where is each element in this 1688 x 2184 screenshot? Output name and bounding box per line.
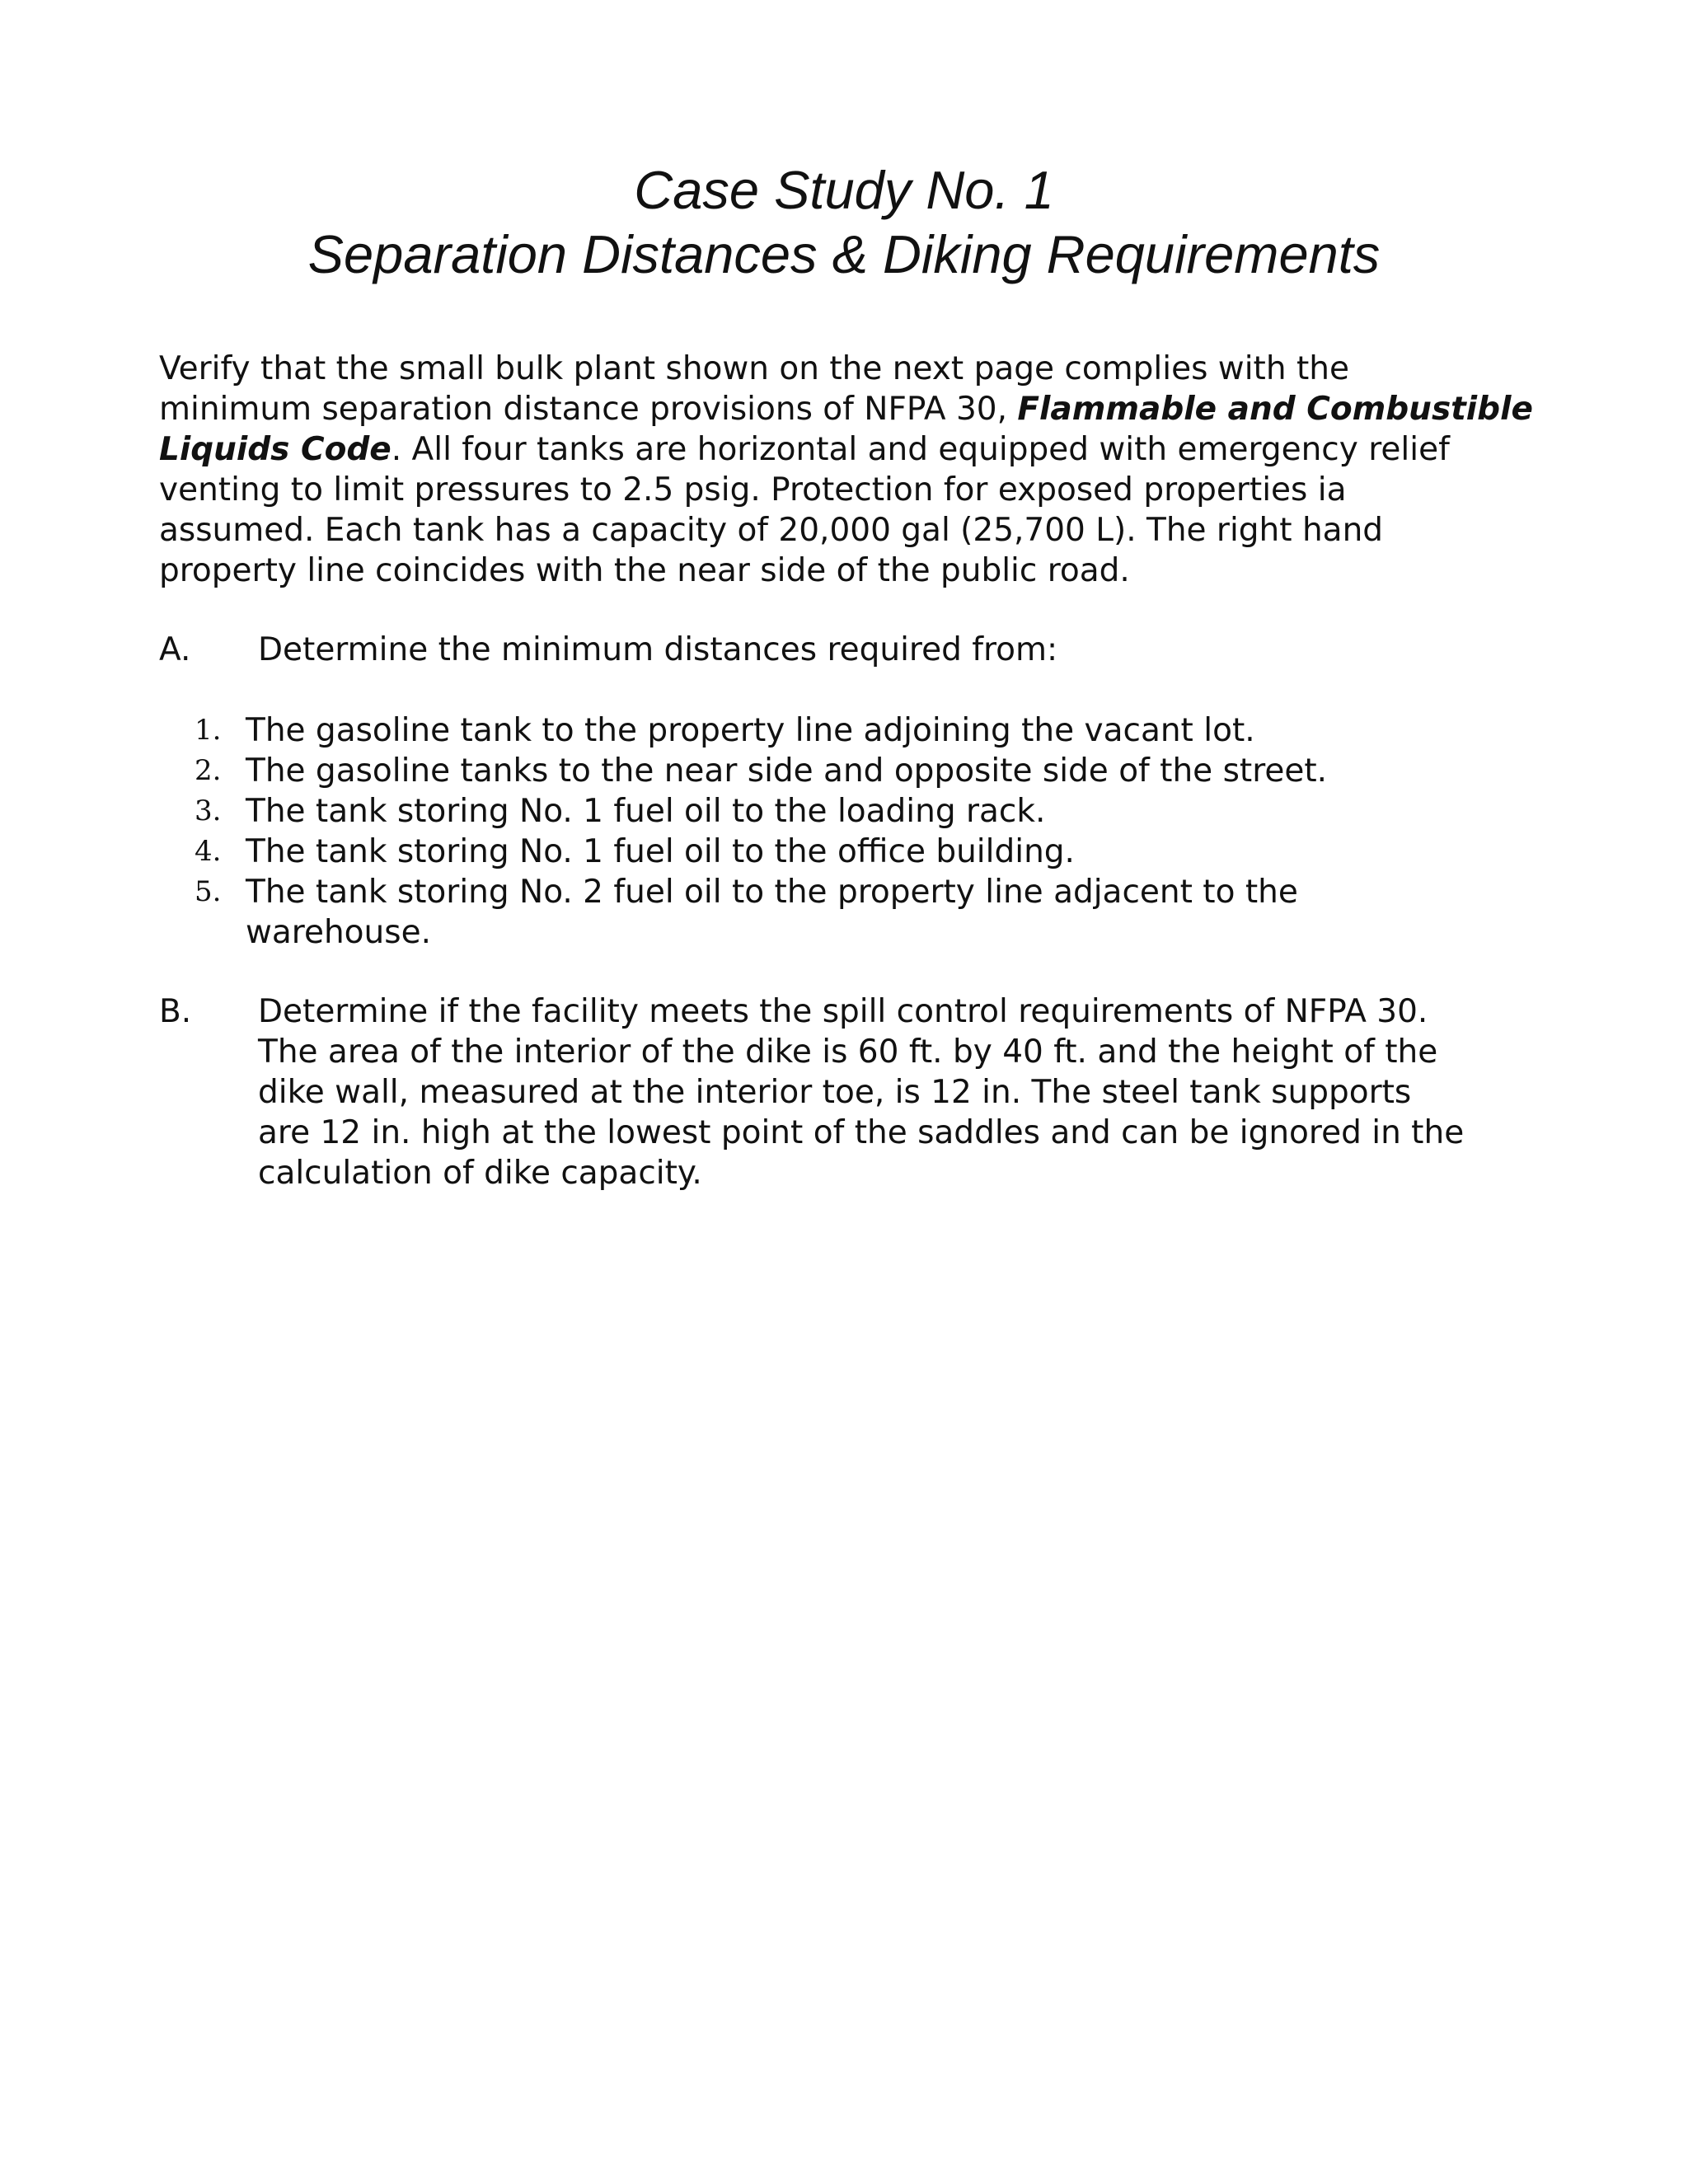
list-item-text: The gasoline tanks to the near side and opposite side of the street. <box>246 752 1328 790</box>
section-b-line: The area of the interior of the dike is 60 ft. by 40 ft. and the height of the <box>258 1033 1438 1071</box>
list-item-number: 3. <box>195 794 222 827</box>
list-item-text: The tank storing No. 1 fuel oil to the loading rack. <box>246 793 1046 830</box>
list-item-number: 2. <box>195 754 222 787</box>
list-item <box>195 710 1327 751</box>
intro-paragraph <box>159 349 1560 591</box>
list-item-number: 1. <box>195 714 222 747</box>
intro-line: Verify that the small bulk plant shown on the next page complies with the <box>159 350 1349 387</box>
code-title-emphasis: Flammable and Combustible <box>1017 391 1533 428</box>
list-item-text: The tank storing No. 2 fuel oil to the property line adjacent to the warehouse. <box>246 874 1298 951</box>
section-b-line: are 12 in. high at the lowest point of the saddles and can be ignored in the <box>258 1114 1465 1151</box>
section-b-line: calculation of dike capacity. <box>258 1155 702 1192</box>
page-subtitle: Separation Distances & Diking Requirements <box>307 224 1381 284</box>
list-item-text: The tank storing No. 1 fuel oil to the office building. <box>246 833 1075 870</box>
code-title-emphasis: Liquids Code <box>159 431 392 468</box>
section-a-text: Determine the minimum distances required from: <box>258 631 1058 668</box>
list-item <box>195 751 1327 791</box>
section-b-line: dike wall, measured at the interior toe, is 12 in. The steel tank supports <box>258 1074 1412 1111</box>
list-item <box>195 791 1327 832</box>
list-item-text: The gasoline tank to the property line adjoining the vacant lot. <box>246 712 1255 749</box>
intro-line: minimum separation distance provisions of NFPA 30, Flammable and Combustible <box>159 391 1533 428</box>
section-b-text <box>258 991 1464 1193</box>
intro-line: assumed. Each tank has a capacity of 20,000 gal (25,700 L). The right hand <box>159 512 1384 549</box>
list-item <box>195 872 1327 953</box>
distance-list <box>195 710 1327 953</box>
intro-line: property line coincides with the near side of the public road. <box>159 552 1130 589</box>
intro-line: Liquids Code. All four tanks are horizontal and equipped with emergency relief <box>159 431 1450 468</box>
list-item-number: 5. <box>195 875 222 908</box>
section-b-line: Determine if the facility meets the spill control requirements of NFPA 30. <box>258 993 1428 1030</box>
page-title: Case Study No. 1 <box>634 160 1054 220</box>
list-item-number: 4. <box>195 835 222 868</box>
section-b-letter: B. <box>159 993 192 1030</box>
section-a-letter: A. <box>159 631 191 668</box>
list-item <box>195 832 1327 872</box>
intro-line: venting to limit pressures to 2.5 psig. Protection for exposed properties ia <box>159 471 1347 509</box>
